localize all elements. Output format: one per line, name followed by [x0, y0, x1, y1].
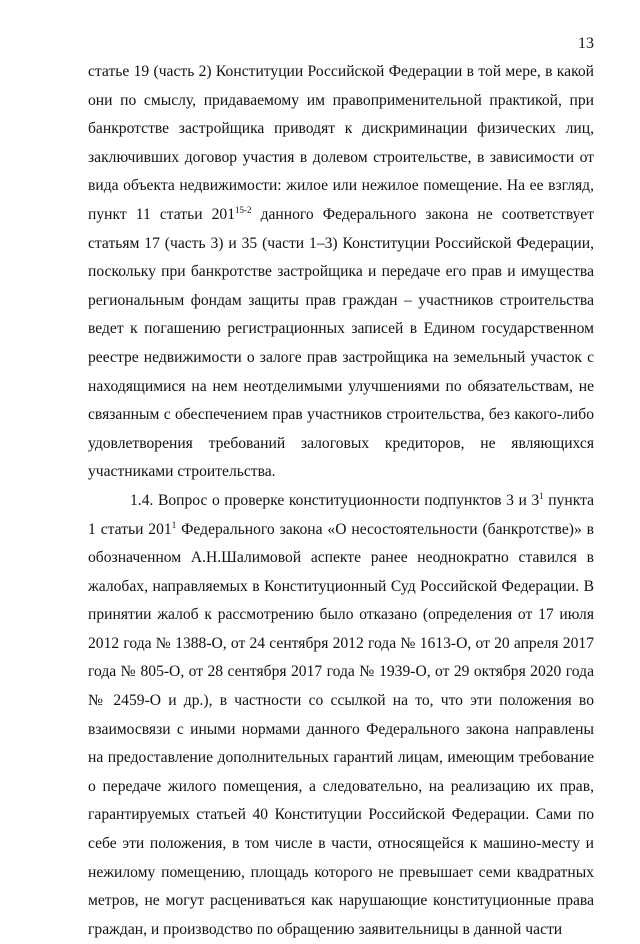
paragraph-1-superscript-a: 15-2: [235, 204, 252, 215]
page-number: 13: [578, 35, 594, 52]
paragraph-2-text-b: пункта 1 статьи 201: [88, 491, 594, 538]
paragraph-2: [88, 487, 594, 944]
paragraph-2-text-a: 1.4. Вопрос о проверке конституционности подпунктов 3 и 3: [130, 491, 540, 509]
paragraph-2-superscript-a: 1: [539, 490, 544, 501]
paragraph-2-superscript-b: 1: [171, 519, 177, 530]
paragraph-1-text-a: статье 19 (часть 2) Конституции Российской Федерации в той мере, в какой они по смыслу, придаваемому им правоприменительной практикой, при банкротстве застройщика приводят к дискриминации физических лиц, заключивших договор участия в долевом строительстве, в зависимости от вида объекта недвижимости: жилое или нежилое помещение. На ее взгляд, пункт 11 статьи 201: [88, 63, 594, 223]
paragraph-1-text-b: данного Федерального закона не соответствует статьям 17 (часть 3) и 35 (части 1–3) Конституции Российской Федерации, поскольку при банкротстве застройщика и передаче его прав и имущества региональным фондам защиты прав граждан – участников строительства ведет к погашению регистрационных записей в Едином государственном реестре недвижимости о залоге прав застройщика на земельный участок с находящимися на нем неотделимыми улучшениями по обязательствам, не связанным с обеспечением прав участников строительства, без какого-либо удовлетворения требований залоговых кредиторов, не являющихся участниками строительства.: [88, 205, 594, 481]
paragraph-2-text-c: Федерального закона «О несостоятельности (банкротстве)» в обозначенном А.Н.Шалимовой аспекте ранее неоднократно ставился в жалобах, направляемых в Конституционный Суд Российской Федерации. В принятии жалоб к рассмотрению было отказано (определения от 17 июля 2012 года № 1388-О, от 24 сентября 2012 года № 1613-О, от 20 апреля 2017 года № 805-О, от 28 сентября 2017 года № 1939-О, от 29 октября 2020 года № 2459-О и др.), в частности со ссылкой на то, что эти положения во взаимосвязи с иными нормами данного Федерального закона направлены на предоставление дополнительных гарантий лицам, имеющим требование о передаче жилого помещения, а следовательно, на реализацию их прав, гарантируемых статьей 40 Конституции Российской Федерации. Сами по себе эти положения, в том числе в части, относящейся к машино-месту и нежилому помещению, площадь которого не превышает семи квадратных метров, не могут расцениваться как нарушающие конституционные права граждан, и производство по обращению заявительницы в данной части: [88, 520, 595, 938]
paragraph-1: [88, 58, 594, 487]
document-body: [88, 58, 594, 944]
